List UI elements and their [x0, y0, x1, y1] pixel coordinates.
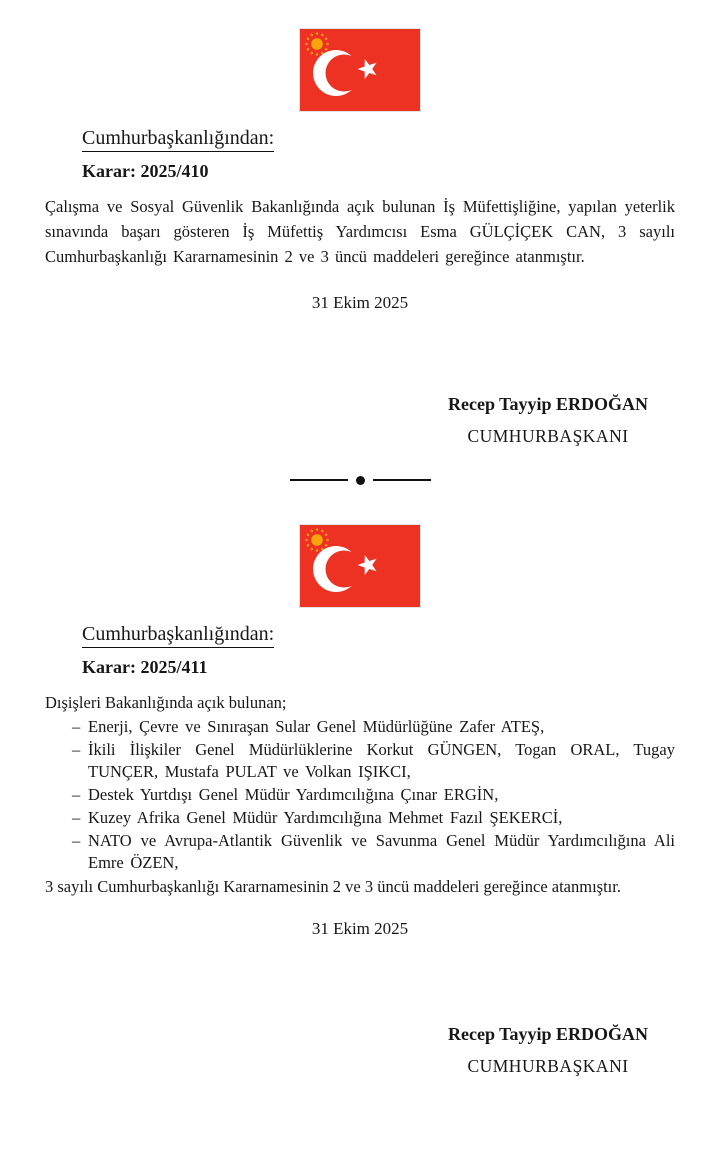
appointment-item — [45, 830, 675, 874]
decree-body-text: Çalışma ve Sosyal Güvenlik Bakanlığında açık bulunan İş Müfettişliğine, yapılan yeterlik sınavında başarı gösteren İş Müfettiş Yardımcısı Esma GÜLÇİÇEK CAN, 3 sayılı Cumhurbaşkanlığı Kararnamesinin 2 ve 3 üncü maddeleri gereğince atanmıştır. — [45, 197, 675, 266]
separator-line-left — [290, 479, 348, 481]
decree-intro-text: Dışişleri Bakanlığında açık bulunan; — [45, 693, 287, 712]
decree-410 — [0, 0, 720, 446]
issuer-heading: Cumhurbaşkanlığından: — [82, 127, 274, 152]
appointment-item — [45, 784, 675, 806]
signer-title: CUMHURBAŞKANI — [467, 426, 629, 446]
turkish-presidential-flag — [299, 28, 421, 112]
section-separator — [0, 475, 720, 485]
decree-date: 31 Ekim 2025 — [311, 293, 409, 312]
appointment-item — [45, 807, 675, 829]
signer-name: Recep Tayyip ERDOĞAN — [447, 394, 649, 414]
appointment-item — [45, 739, 675, 783]
list-dash: – — [72, 717, 81, 736]
appointment-text: İkili İlişkiler Genel Müdürlüklerine Korkut GÜNGEN, Togan ORAL, Tugay TUNÇER, Mustafa PULAT ve Volkan IŞIKCI, — [88, 740, 675, 781]
separator-line-right — [373, 479, 431, 481]
flag-container — [0, 0, 720, 112]
decision-number: Karar: 2025/410 — [82, 161, 209, 181]
decree-date: 31 Ekim 2025 — [311, 919, 409, 938]
decree-closing-text: 3 sayılı Cumhurbaşkanlığı Kararnamesinin 2 ve 3 üncü maddeleri gereğince atanmıştır. — [45, 877, 621, 896]
appointment-text: Kuzey Afrika Genel Müdür Yardımcılığına Mehmet Fazıl ŞEKERCİ, — [88, 808, 563, 827]
list-dash: – — [72, 740, 81, 759]
appointment-text: NATO ve Avrupa-Atlantik Güvenlik ve Savunma Genel Müdür Yardımcılığına Ali Emre ÖZEN, — [88, 831, 675, 872]
signature-block — [418, 394, 678, 446]
appointment-text: Enerji, Çevre ve Sınıraşan Sular Genel Müdürlüğüne Zafer ATEŞ, — [88, 717, 545, 736]
list-dash: – — [72, 808, 81, 827]
signer-title: CUMHURBAŞKANI — [467, 1056, 629, 1076]
appointment-item — [45, 716, 675, 738]
decree-411 — [0, 485, 720, 1076]
signature-block — [418, 1024, 678, 1076]
list-dash: – — [72, 785, 81, 804]
separator-dot — [356, 476, 365, 485]
appointment-text: Destek Yurtdışı Genel Müdür Yardımcılığına Çınar ERGİN, — [88, 785, 499, 804]
appointments-list — [45, 716, 675, 874]
signer-name: Recep Tayyip ERDOĞAN — [447, 1024, 649, 1044]
decision-number: Karar: 2025/411 — [82, 657, 208, 677]
list-dash: – — [72, 831, 81, 850]
turkish-presidential-flag — [299, 524, 421, 608]
issuer-heading: Cumhurbaşkanlığından: — [82, 623, 274, 648]
flag-container — [0, 485, 720, 608]
